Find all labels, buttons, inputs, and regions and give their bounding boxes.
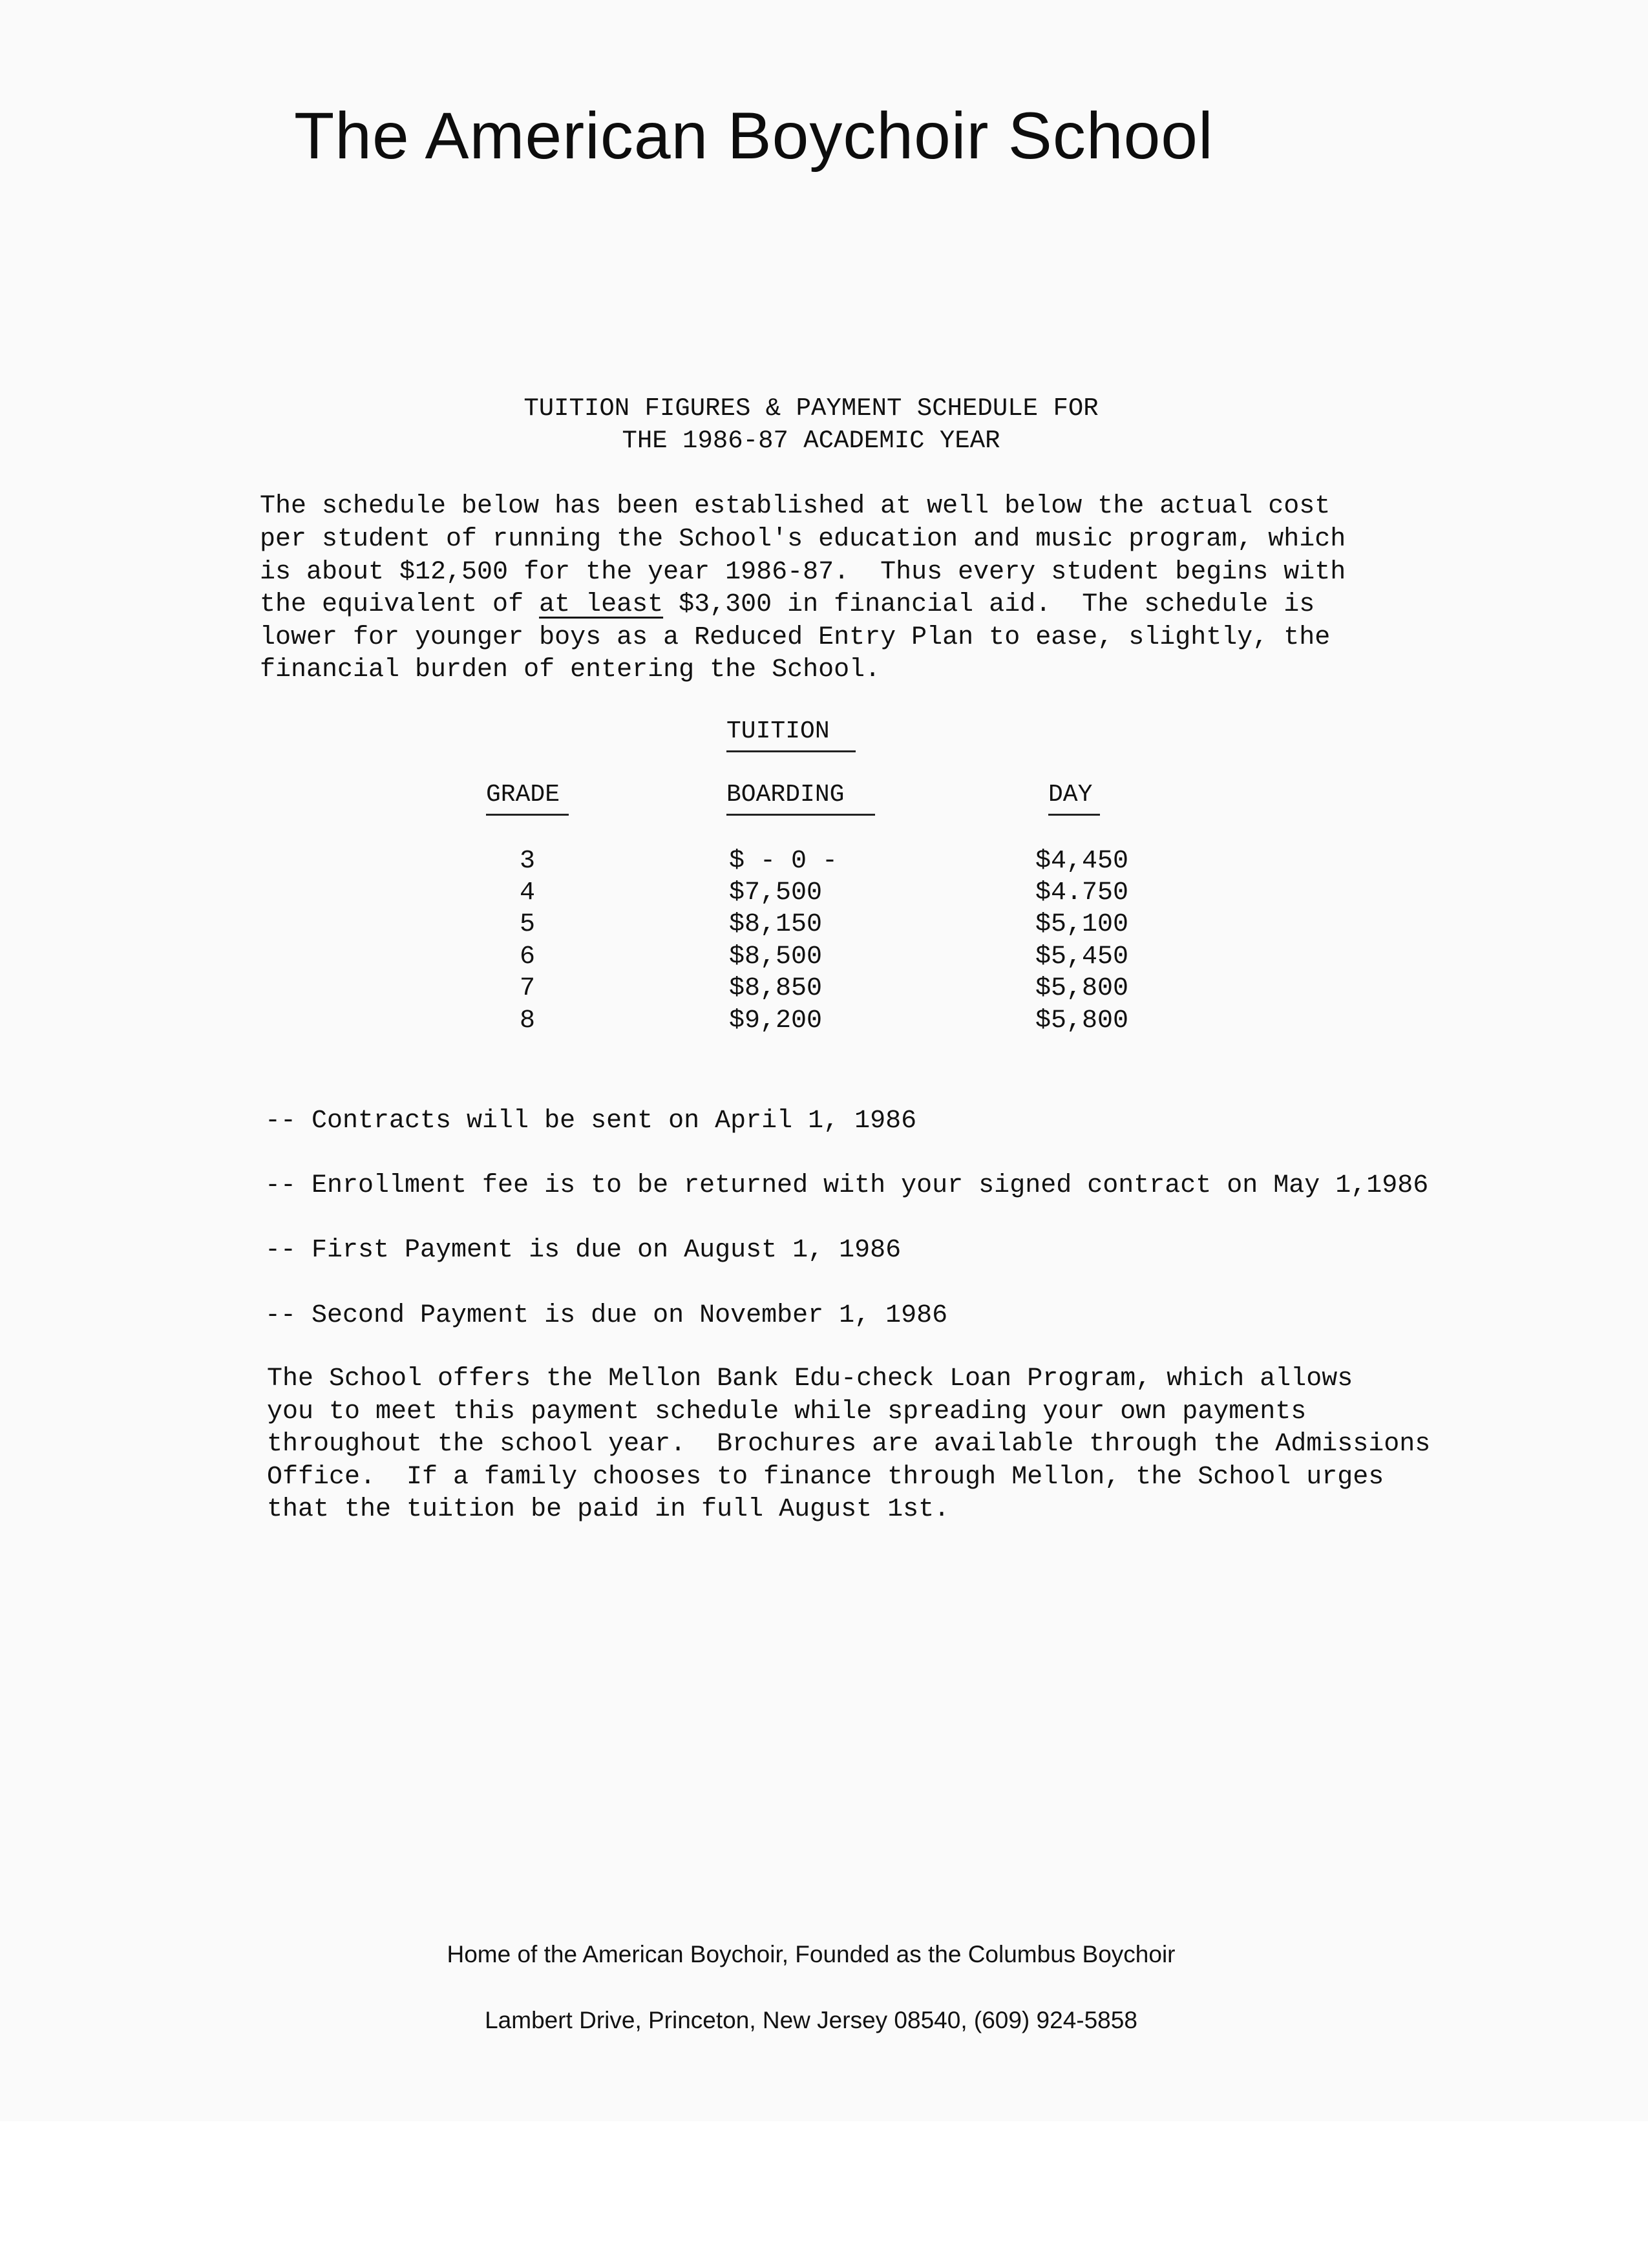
day-cell: $5,800 (1035, 1006, 1129, 1035)
schedule-item-first-payment: -- First Payment is due on August 1, 1986 (265, 1236, 902, 1265)
letterhead-title: The American Boychoir School (294, 99, 1214, 173)
day-cell: $5,450 (1035, 942, 1129, 971)
emphasis-underline: at least (539, 590, 664, 619)
intro-line: financial burden of entering the School. (260, 655, 881, 684)
grade-cell: 4 (520, 878, 536, 907)
boarding-cell: $ - 0 - (729, 847, 838, 876)
schedule-item-enrollment-fee: -- Enrollment fee is to be returned with your signed contract on May 1,1986 (265, 1171, 1429, 1200)
intro-line: lower for younger boys as a Reduced Entry Plan to ease, slightly, the (260, 623, 1331, 652)
boarding-cell: $8,150 (729, 910, 823, 939)
loan-line: throughout the school year. Brochures are available through the Admissions (267, 1430, 1431, 1459)
grade-cell: 3 (520, 847, 536, 876)
schedule-item-second-payment: -- Second Payment is due on November 1, 1986 (265, 1301, 948, 1330)
loan-line: that the tuition be paid in full August 1st. (267, 1495, 950, 1524)
intro-line: is about $12,500 for the year 1986-87. Thus every student begins with (260, 558, 1346, 587)
day-cell: $4,450 (1035, 847, 1129, 876)
footer-tagline: Home of the American Boychoir, Founded as the Columbus Boychoir (447, 1941, 1176, 1967)
boarding-cell: $9,200 (729, 1006, 823, 1035)
scan-margin (0, 2121, 1648, 2268)
day-column-header: DAY (1048, 779, 1100, 816)
boarding-cell: $7,500 (729, 878, 823, 907)
boarding-cell: $8,500 (729, 942, 823, 971)
grade-cell: 7 (520, 974, 536, 1003)
boarding-column-header: BOARDING (726, 779, 875, 816)
loan-line: The School offers the Mellon Bank Edu-check Loan Program, which allows (267, 1364, 1353, 1394)
intro-text: the equivalent of (260, 590, 540, 619)
grade-cell: 8 (520, 1006, 536, 1035)
loan-line: you to meet this payment schedule while spreading your own payments (267, 1397, 1307, 1426)
boarding-cell: $8,850 (729, 974, 823, 1003)
day-cell: $5,800 (1035, 974, 1129, 1003)
grade-cell: 5 (520, 910, 536, 939)
document-heading-line-1: TUITION FIGURES & PAYMENT SCHEDULE FOR (523, 394, 1099, 423)
grade-cell: 6 (520, 942, 536, 971)
day-cell: $5,100 (1035, 910, 1129, 939)
footer-address: Lambert Drive, Princeton, New Jersey 08540, (609) 924-5858 (485, 2007, 1137, 2033)
loan-line: Office. If a family chooses to finance through Mellon, the School urges (267, 1463, 1384, 1492)
intro-line: The schedule below has been established at well below the actual cost (260, 492, 1331, 521)
document-heading-line-2: THE 1986-87 ACADEMIC YEAR (622, 427, 1000, 455)
grade-column-header: GRADE (486, 779, 569, 816)
tuition-group-header: TUITION (726, 715, 856, 752)
intro-line (260, 588, 1315, 621)
day-cell: $4.750 (1035, 878, 1129, 907)
intro-line: per student of running the School's education and music program, which (260, 525, 1346, 554)
schedule-item-contracts: -- Contracts will be sent on April 1, 1986 (265, 1107, 917, 1136)
intro-text: $3,300 in financial aid. The schedule is (663, 590, 1315, 619)
